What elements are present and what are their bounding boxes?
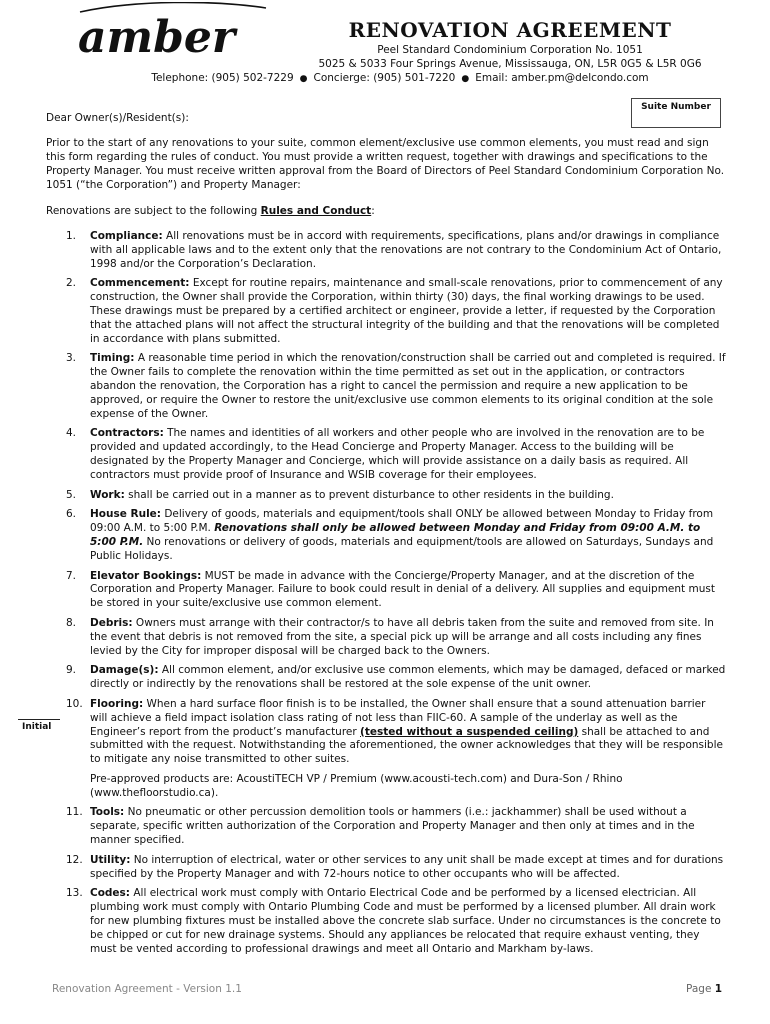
- telephone: Telephone: (905) 502-7229: [151, 72, 294, 84]
- suite-number-label: Suite Number: [641, 102, 711, 112]
- rule-text-tail: No renovations or delivery of goods, materials and equipment/tools are allowed on Saturdays, Sundays and Public Holidays.: [90, 535, 714, 562]
- rule-heading: Work:: [90, 488, 125, 501]
- rule-number: 6.: [66, 508, 77, 521]
- rule-number: 13.: [66, 887, 83, 900]
- rule-item: [46, 230, 726, 271]
- page-label: Page: [686, 983, 715, 995]
- footer-version: Renovation Agreement - Version 1.1: [52, 983, 242, 995]
- footer-page: [686, 983, 722, 995]
- rules-prefix: Renovations are subject to the following: [46, 205, 261, 217]
- rule-text: A reasonable time period in which the renovation/construction shall be carried out and completed is required. If the Owner fails to complete the renovation within the time permitted as set out in the application, or contractors abandon the renovation, the Corporation has a right to cancel the permission and require a new application to be approved, or require the Owner to restore the unit/exclusive use common elements to its original condition at the sole expense of the Owner.: [90, 352, 726, 420]
- rule-underlined: (tested without a suspended ceiling): [360, 725, 579, 738]
- rule-number: 10.: [66, 697, 83, 710]
- concierge: Concierge: (905) 501-7220: [313, 72, 456, 84]
- rule-item: [46, 489, 726, 503]
- rule-text: Except for routine repairs, maintenance and small-scale renovations, prior to commencement of any construction, the Owner shall provide the Corporation, within thirty (30) days, the final working drawings to be used. These drawings must be prepared by a certified architect or engineer, provide a letter, if requested by the Corporation that the attached plans will not affect the structural integrity of the building and that the renovations will be completed in accordance with plans submitted.: [90, 277, 723, 345]
- logo-text: amber: [78, 12, 236, 63]
- suite-number-field[interactable]: [631, 98, 721, 128]
- salutation: Dear Owner(s)/Resident(s):: [46, 112, 189, 124]
- address-line: 5025 & 5033 Four Springs Avenue, Mississauga, ON, L5R 0G5 & L5R 0G6: [318, 58, 702, 70]
- rule-number: 3.: [66, 352, 77, 365]
- rule-item: [46, 352, 726, 421]
- rule-heading: Contractors:: [90, 427, 164, 440]
- rule-heading: House Rule:: [90, 508, 161, 521]
- rule-number: 11.: [66, 806, 83, 819]
- rule-heading: Damage(s):: [90, 664, 159, 677]
- rule-text: All electrical work must comply with Ontario Electrical Code and be performed by a licensed electrician. All plumbing work must comply with Ontario Plumbing Code and must be performed by a licensed plumber. All drain work for new plumbing fixtures must be installed above the concrete slab surface. Under no circumstances is the concrete to be chipped or cut for new drainage systems. Should any appliances be relocated that require exhaust venting, they must be vented according to professional drawings and meet all Ontario and Markham by-laws.: [90, 887, 721, 955]
- rule-number: 4.: [66, 427, 77, 440]
- rule-text: No interruption of electrical, water or other services to any unit shall be made except at times and for durations specified by the Property Manager and with 72-hours notice to other occupants who will be affected.: [90, 853, 724, 880]
- contact-line: [110, 72, 690, 84]
- rule-heading: Elevator Bookings:: [90, 569, 202, 582]
- rule-number: 12.: [66, 853, 83, 866]
- email: Email: amber.pm@delcondo.com: [475, 72, 649, 84]
- rule-text: Owners must arrange with their contractor/s to have all debris taken from the suite and removed from site. In the event that debris is not removed from the site, a special pick up will be arrange and all costs including any fines levied by the City for improper disposal will be charged back to the Owners.: [90, 616, 714, 657]
- rules-bold: Rules and Conduct: [260, 205, 372, 217]
- rule-item: [46, 698, 726, 801]
- rule-item: [46, 887, 726, 956]
- rule-item: [46, 427, 726, 482]
- rule-number: 7.: [66, 569, 77, 582]
- rule-heading: Timing:: [90, 352, 135, 365]
- bullet-icon: ●: [461, 74, 470, 84]
- rule-emphasis: Renovations shall only be allowed between Monday and Friday from 09:00 A.M. to 5:00 P.M.: [90, 522, 701, 548]
- rule-heading: Commencement:: [90, 277, 190, 290]
- corporation-line: Peel Standard Condominium Corporation No. 1051: [377, 44, 643, 56]
- rule-heading: Compliance:: [90, 230, 163, 242]
- rule-item: [46, 806, 726, 847]
- rule-text: MUST be made in advance with the Concierge/Property Manager, and at the discretion of the Corporation and Property Manager. Failure to book could result in denial of a delivery. All supplies and equipment must be stored in your suite/exclusive use common element.: [90, 569, 715, 610]
- rule-text: When a hard surface floor finish is to be installed, the Owner shall ensure that a sound attenuation barrier will achieve a field impact isolation class rating of not less than FIIC-60. A sample of the underlay as well as the Engineer’s report from the product’s manufacturer: [90, 697, 706, 738]
- rule-number: 2.: [66, 277, 77, 290]
- rule-item: [46, 664, 726, 692]
- rules-suffix: :: [371, 205, 375, 217]
- rule-number: 5.: [66, 488, 77, 501]
- rule-item: [46, 570, 726, 611]
- page-number: 1: [714, 983, 723, 995]
- rule-text: Delivery of goods, materials and equipment/tools shall ONLY be allowed between Monday to Friday from 09:00 A.M. to 5:00 P.M.: [90, 508, 714, 535]
- initial-signature-line[interactable]: [18, 719, 60, 720]
- rule-heading: Debris:: [90, 616, 133, 629]
- rule-heading: Flooring:: [90, 697, 144, 710]
- rule-heading: Utility:: [90, 853, 131, 866]
- rule-text-tail: shall be attached to and submitted with the request. Notwithstanding the aforementioned, the owner acknowledges that they will be responsible to mitigate any noise transmitted to other suites.: [90, 725, 723, 766]
- rules-heading: [46, 205, 375, 217]
- amber-logo: [74, 2, 270, 64]
- rule-item: [46, 617, 726, 658]
- rule-number: 9.: [66, 664, 77, 677]
- rule-item: [46, 508, 726, 563]
- rule-number: 8.: [66, 616, 77, 629]
- rule-item: [46, 854, 726, 882]
- rule-text: The names and identities of all workers and other people who are involved in the renovation are to be provided and updated accordingly, to the Head Concierge and Property Manager. Access to the building will be designated by the Property Manager and Concierge, which will provide assistance on a daily basis as required. All contractors must provide proof of Insurance and WSIB coverage for their employees.: [90, 427, 705, 481]
- rule-heading: Tools:: [90, 806, 125, 819]
- rule-text: All renovations must be in accord with requirements, specifications, plans and/or drawings in compliance with all applicable laws and to the extent only that the renovations are not contrary to the Condominium Act of Ontario, 1998 and/or the Corporation’s Declaration.: [90, 230, 722, 270]
- rule-heading: Codes:: [90, 887, 131, 900]
- rule-number: 1.: [66, 230, 77, 242]
- rule-item: [46, 277, 726, 346]
- rules-list: [46, 230, 726, 962]
- rule-text: No pneumatic or other percussion demolition tools or hammers (i.e.: jackhammer) shall be used without a separate, specific written authorization of the Corporation and Property Manager and then only at times and in the manner specified.: [90, 806, 695, 847]
- rule-text: All common element, and/or exclusive use common elements, which may be damaged, defaced or marked directly or indirectly by the renovations shall be restored at the sole expense of the unit owner.: [90, 664, 726, 691]
- document-title: RENOVATION AGREEMENT: [348, 18, 672, 42]
- rule-text: shall be carried out in a manner as to prevent disturbance to other residents in the building.: [124, 488, 614, 501]
- bullet-icon: ●: [299, 74, 308, 84]
- intro-paragraph: Prior to the start of any renovations to your suite, common element/exclusive use common elements, you must read and sign this form regarding the rules of conduct. You must provide a written request, together with drawings and specifications to the Property Manager. You must receive written approval from the Board of Directors of Peel Standard Condominium Corporation No. 1051 (“the Corporation”) and Property Manager:: [46, 137, 725, 191]
- rule-subparagraph: Pre-approved products are: AcoustiTECH VP / Premium (www.acousti-tech.com) and Dura-Son / Rhino (www.thefloorstudio.ca).: [90, 772, 623, 799]
- initial-label: Initial: [22, 722, 52, 732]
